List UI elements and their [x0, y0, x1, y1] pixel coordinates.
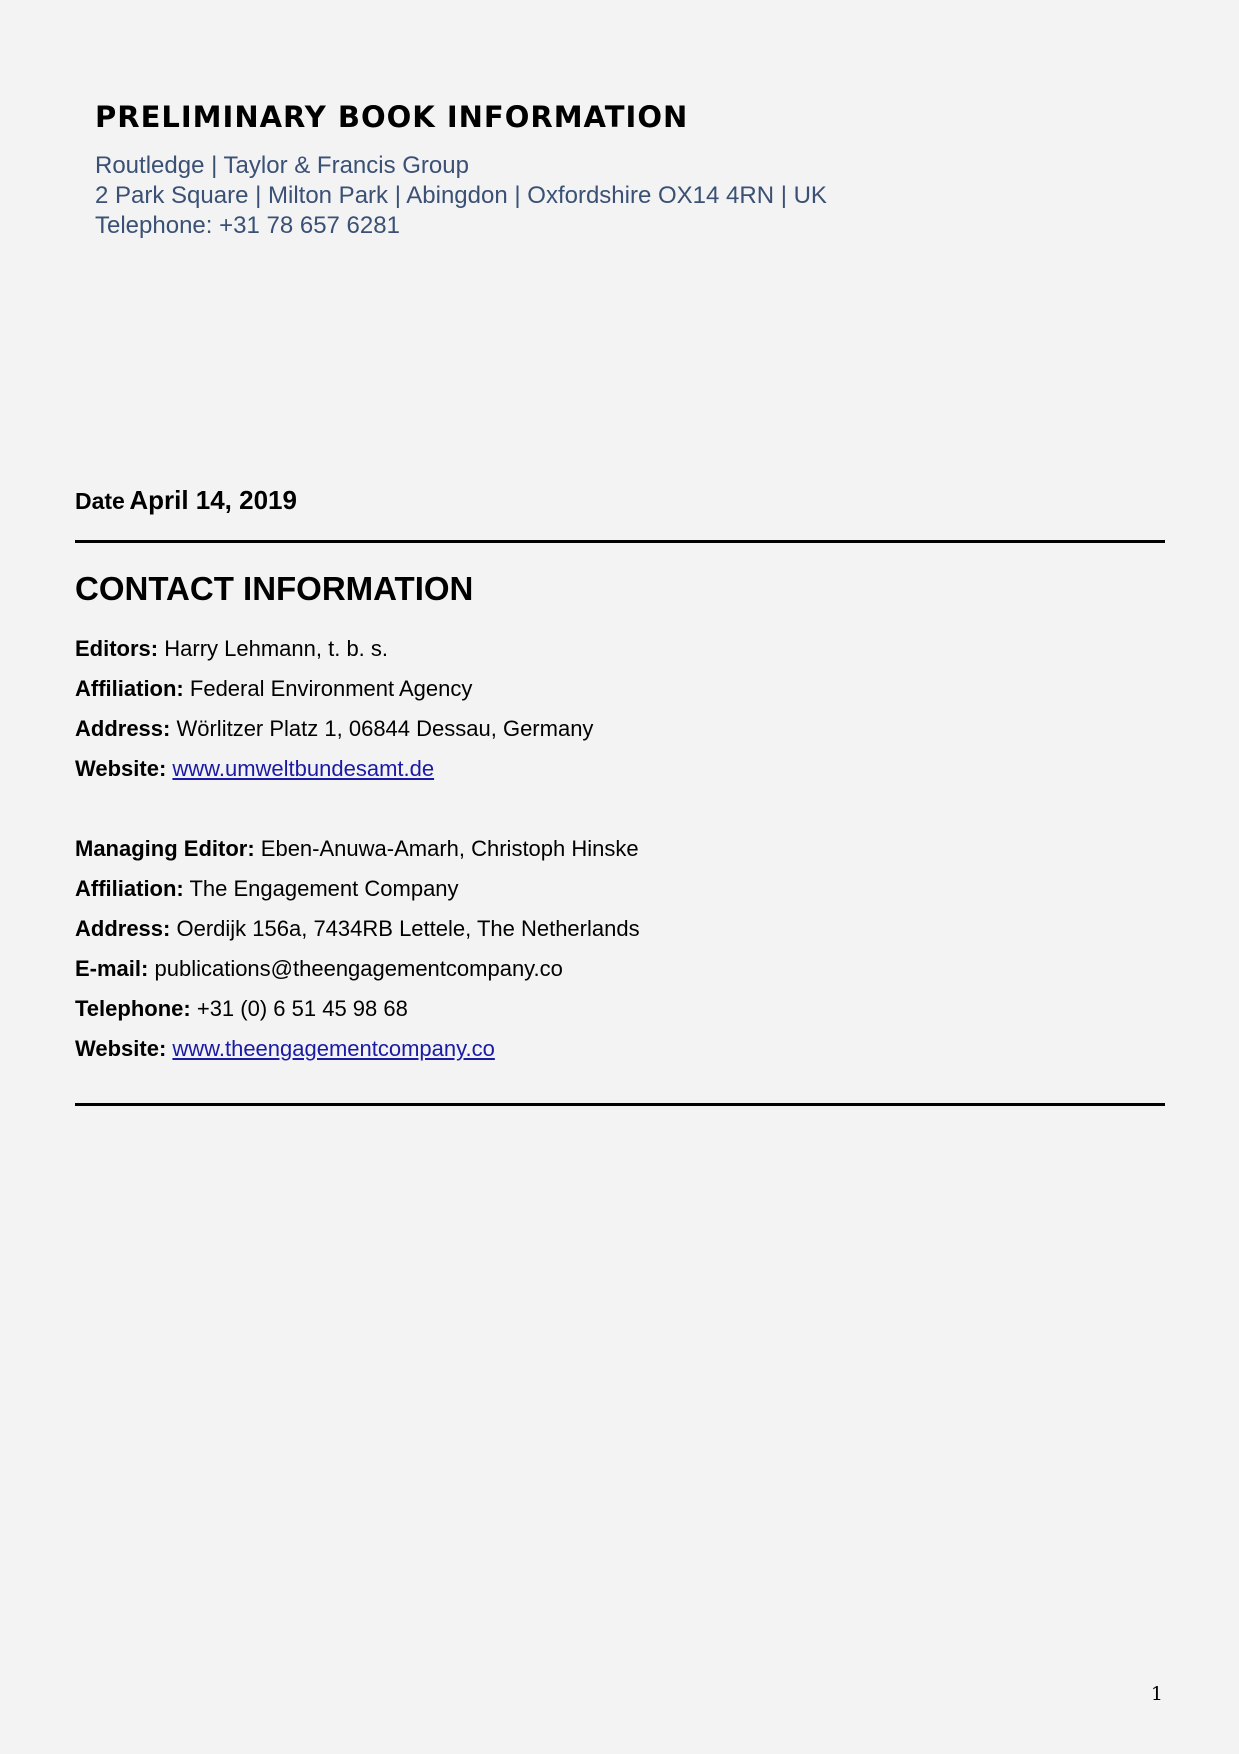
address-value: Wörlitzer Platz 1, 06844 Dessau, Germany — [176, 716, 594, 741]
email-label: E-mail: — [75, 956, 149, 981]
address-value: Oerdijk 156a, 7434RB Lettele, The Netherlands — [176, 916, 640, 941]
address-label: Address: — [75, 716, 171, 741]
affiliation-label: Affiliation: — [75, 676, 184, 701]
top-divider — [75, 540, 1165, 543]
email-value: publications@theengagementcompany.co — [154, 956, 563, 981]
managing-editor-line — [75, 829, 640, 869]
publisher-name-line: Routledge | Taylor & Francis Group — [95, 152, 469, 179]
publisher-address-line: 2 Park Square | Milton Park | Abingdon | Oxfordshire OX14 4RN | UK — [95, 182, 827, 209]
editors-affiliation-line — [75, 669, 593, 709]
editors-contact-group — [75, 629, 593, 789]
editors-address-line — [75, 709, 593, 749]
address-label: Address: — [75, 916, 171, 941]
date-value: April 14, 2019 — [129, 485, 297, 515]
affiliation-value: The Engagement Company — [189, 876, 459, 901]
contact-section-title: CONTACT INFORMATION — [75, 570, 474, 607]
managing-email-line — [75, 949, 640, 989]
date-row — [75, 485, 297, 516]
managing-telephone-line — [75, 989, 640, 1029]
company-website-link[interactable]: www.theengagementcompany.co — [172, 1036, 495, 1061]
website-label: Website: — [75, 1036, 167, 1061]
managing-editor-contact-group — [75, 829, 640, 1069]
page-number: 1 — [1150, 1683, 1163, 1705]
publisher-telephone-line: Telephone: +31 78 657 6281 — [95, 212, 400, 239]
telephone-value: +31 (0) 6 51 45 98 68 — [196, 996, 408, 1021]
editors-website-line — [75, 749, 593, 789]
publisher-block — [95, 151, 827, 241]
managing-website-line — [75, 1029, 640, 1069]
managing-address-line — [75, 909, 640, 949]
managing-editor-value: Eben-Anuwa-Amarh, Christoph Hinske — [260, 836, 639, 861]
editors-line — [75, 629, 593, 669]
editors-value: Harry Lehmann, t. b. s. — [164, 636, 389, 661]
affiliation-label: Affiliation: — [75, 876, 184, 901]
telephone-label: Telephone: — [75, 996, 191, 1021]
bottom-divider — [75, 1103, 1165, 1106]
date-label: Date — [75, 488, 125, 514]
affiliation-value: Federal Environment Agency — [189, 676, 473, 701]
website-label: Website: — [75, 756, 167, 781]
managing-affiliation-line — [75, 869, 640, 909]
managing-editor-label: Managing Editor: — [75, 836, 255, 861]
agency-website-link[interactable]: www.umweltbundesamt.de — [172, 756, 435, 781]
document-title: PRELIMINARY BOOK INFORMATION — [95, 100, 689, 134]
editors-label: Editors: — [75, 636, 159, 661]
